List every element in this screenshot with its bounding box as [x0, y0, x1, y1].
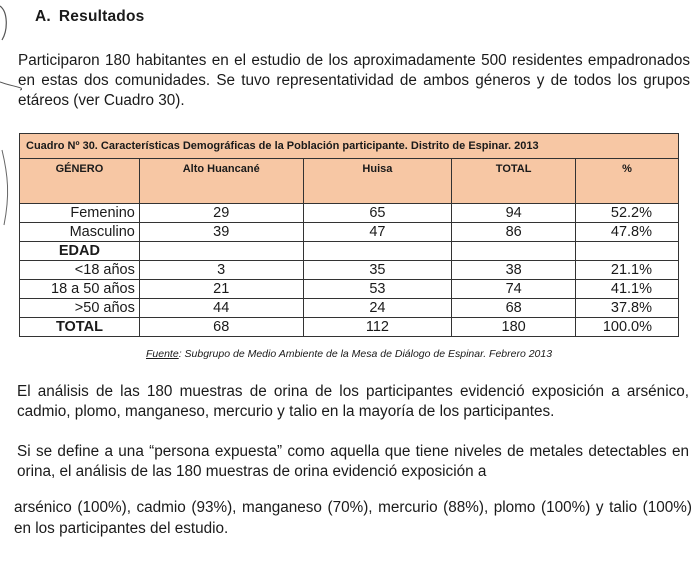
table-row — [20, 242, 679, 261]
cell-alto: 68 — [139, 318, 303, 337]
cell-total: 94 — [452, 204, 576, 223]
table-source-note — [146, 348, 552, 360]
row-label: <18 años — [20, 261, 140, 280]
cell-percent: 47.8% — [576, 223, 679, 242]
demographics-table — [19, 133, 679, 337]
cell-percent: 21.1% — [576, 261, 679, 280]
header-huisa: Huisa — [303, 159, 452, 204]
cell-alto: 39 — [139, 223, 303, 242]
cell-total: 68 — [452, 299, 576, 318]
section-heading — [35, 8, 144, 26]
table-row-total — [20, 318, 679, 337]
table-row — [20, 299, 679, 318]
row-label: Femenino — [20, 204, 140, 223]
cell-huisa: 24 — [303, 299, 452, 318]
cell-percent: 41.1% — [576, 280, 679, 299]
cell-alto: 44 — [139, 299, 303, 318]
table-row — [20, 204, 679, 223]
paragraph-participants: Participaron 180 habitantes en el estudio de los aproximadamente 500 residentes empadronados en estas dos comunidades. Se tuvo representatividad de ambos géneros y de todos los grupos etáreos (ver Cuadro 30). — [18, 52, 690, 109]
empty-cell — [576, 242, 679, 261]
cell-total: 86 — [452, 223, 576, 242]
paragraph-exposure-results: arsénico (100%), cadmio (93%), manganeso (70%), mercurio (88%), plomo (100%) y talio (100%) en los participantes del estudio. — [14, 499, 692, 537]
cell-huisa: 53 — [303, 280, 452, 299]
cell-percent: 52.2% — [576, 204, 679, 223]
cell-huisa: 35 — [303, 261, 452, 280]
source-text: : Subgrupo de Medio Ambiente de la Mesa de Diálogo de Espinar. Febrero 2013 — [178, 348, 553, 360]
row-label: Masculino — [20, 223, 140, 242]
table-caption: Cuadro Nº 30. Características Demográficas de la Población participante. Distrito de Espinar. 2013 — [20, 134, 679, 159]
header-alto-huancane: Alto Huancané — [139, 159, 303, 204]
cell-percent: 100.0% — [576, 318, 679, 337]
header-genero: GÉNERO — [20, 159, 140, 204]
cell-alto: 21 — [139, 280, 303, 299]
empty-cell — [452, 242, 576, 261]
row-label: >50 años — [20, 299, 140, 318]
cell-alto: 29 — [139, 204, 303, 223]
row-label-total: TOTAL — [20, 318, 140, 337]
table-header-row — [20, 159, 679, 204]
paragraph-definition: Si se define a una “persona expuesta” como aquella que tiene niveles de metales detectables en orina, el análisis de las 180 muestras de orina evidenció exposición a — [17, 443, 689, 480]
section-title: Resultados — [58, 8, 145, 25]
cell-huisa: 65 — [303, 204, 452, 223]
cell-huisa: 112 — [303, 318, 452, 337]
row-label-edad: EDAD — [20, 242, 140, 261]
cell-total: 180 — [452, 318, 576, 337]
empty-cell — [139, 242, 303, 261]
table-row — [20, 261, 679, 280]
cell-percent: 37.8% — [576, 299, 679, 318]
header-total: TOTAL — [452, 159, 576, 204]
table-row — [20, 280, 679, 299]
cell-total: 38 — [452, 261, 576, 280]
source-label: Fuente — [146, 348, 179, 360]
table-row — [20, 223, 679, 242]
cell-total: 74 — [452, 280, 576, 299]
section-letter: A. — [35, 8, 51, 25]
header-percent: % — [576, 159, 679, 204]
cell-huisa: 47 — [303, 223, 452, 242]
cell-alto: 3 — [139, 261, 303, 280]
table-caption-row — [20, 134, 679, 159]
paragraph-analysis: El análisis de las 180 muestras de orina de los participantes evidenció exposición a arsénico, cadmio, plomo, manganeso, mercurio y talio en la mayoría de los participantes. — [17, 383, 689, 420]
empty-cell — [303, 242, 452, 261]
row-label: 18 a 50 años — [20, 280, 140, 299]
